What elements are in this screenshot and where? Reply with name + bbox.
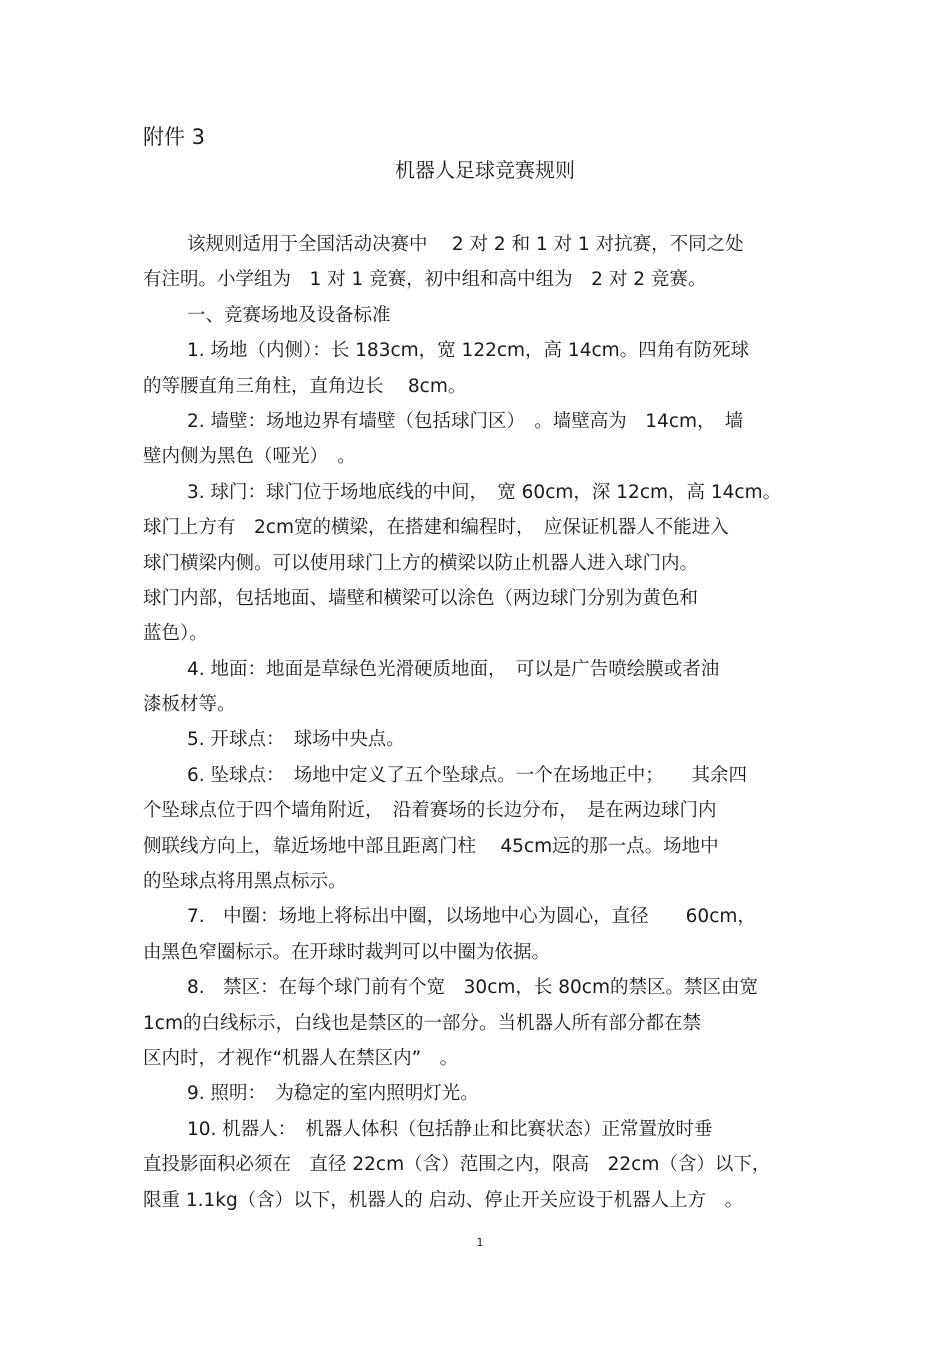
- text-line: 壁内侧为黑色（哑光） 。: [143, 446, 356, 468]
- text-line: 蓝色）。: [143, 623, 208, 645]
- text-line: 有注明。小学组为 1 对 1 竞赛，初中组和高中组为 2 对 2 竞赛。: [143, 269, 707, 291]
- document-title: 机器人足球竞赛规则: [395, 158, 575, 182]
- text-line: 8. 禁区：在每个球门前有个宽 30cm，长 80cm的禁区。禁区由宽: [187, 977, 758, 999]
- text-line: 的等腰直角三角柱，直角边长 8cm。: [143, 375, 467, 397]
- text-line: 6. 坠球点： 场地中定义了五个坠球点。一个在场地正中； 其余四: [187, 764, 748, 786]
- text-line: 的坠球点将用黑点标示。: [143, 871, 347, 893]
- text-line: 限重 1.1kg（含）以下，机器人的 启动、停止开关应设于机器人上方 。: [143, 1189, 744, 1211]
- text-line: 直投影面积必须在 直径 22cm（含）范围之内，限高 22cm（含）以下，: [143, 1154, 771, 1176]
- rules-body: [143, 227, 813, 1218]
- text-line: 4. 地面：地面是草绿色光滑硬质地面， 可以是广告喷绘膜或者油: [187, 658, 720, 680]
- attachment-label: 附件 3: [143, 125, 206, 149]
- text-line: 球门内部，包括地面、墙壁和横梁可以涂色（两边球门分别为黄色和: [143, 587, 699, 609]
- page-number: 1: [476, 1236, 484, 1249]
- text-line: 该规则适用于全国活动决赛中 2 对 2 和 1 对 1 对抗赛，不同之处: [187, 234, 744, 255]
- text-line: 10. 机器人： 机器人体积（包括静止和比赛状态）正常置放时垂: [187, 1118, 713, 1140]
- text-line: 9. 照明： 为稳定的室内照明灯光。: [187, 1083, 479, 1105]
- text-line: 3. 球门：球门位于场地底线的中间， 宽 60cm，深 12cm，高 14cm。: [187, 481, 782, 503]
- text-line: 1. 场地（内侧）：长 183cm，宽 122cm，高 14cm。四角有防死球: [187, 340, 750, 362]
- text-line: 2. 墙壁：场地边界有墙壁（包括球门区） 。墙壁高为 14cm， 墙: [187, 410, 744, 432]
- text-line: 7. 中圈：场地上将标出中圈，以场地中心为圆心，直径 60cm，: [187, 906, 756, 928]
- text-line: 侧联线方向上，靠近场地中部且距离门柱 45cm远的那一点。场地中: [143, 835, 719, 857]
- text-line: 由黑色窄圈标示。在开球时裁判可以中圈为依据。: [143, 941, 551, 963]
- text-line: 球门上方有 2cm宽的横梁，在搭建和编程时， 应保证机器人不能进入: [143, 517, 729, 539]
- text-line: 1cm的白线标示，白线也是禁区的一部分。当机器人所有部分都在禁: [143, 1012, 701, 1034]
- text-line: 漆板材等。: [143, 694, 236, 716]
- text-line: 一、竞赛场地及设备标准: [187, 304, 391, 326]
- text-line: 5. 开球点： 球场中央点。: [187, 729, 405, 751]
- text-line: 球门横梁内侧。可以使用球门上方的横梁以防止机器人进入球门内。: [143, 552, 699, 574]
- text-line: 个坠球点位于四个墙角附近， 沿着赛场的长边分布， 是在两边球门内: [143, 800, 717, 822]
- text-line: 区内时，才视作“机器人在禁区内” 。: [143, 1047, 459, 1069]
